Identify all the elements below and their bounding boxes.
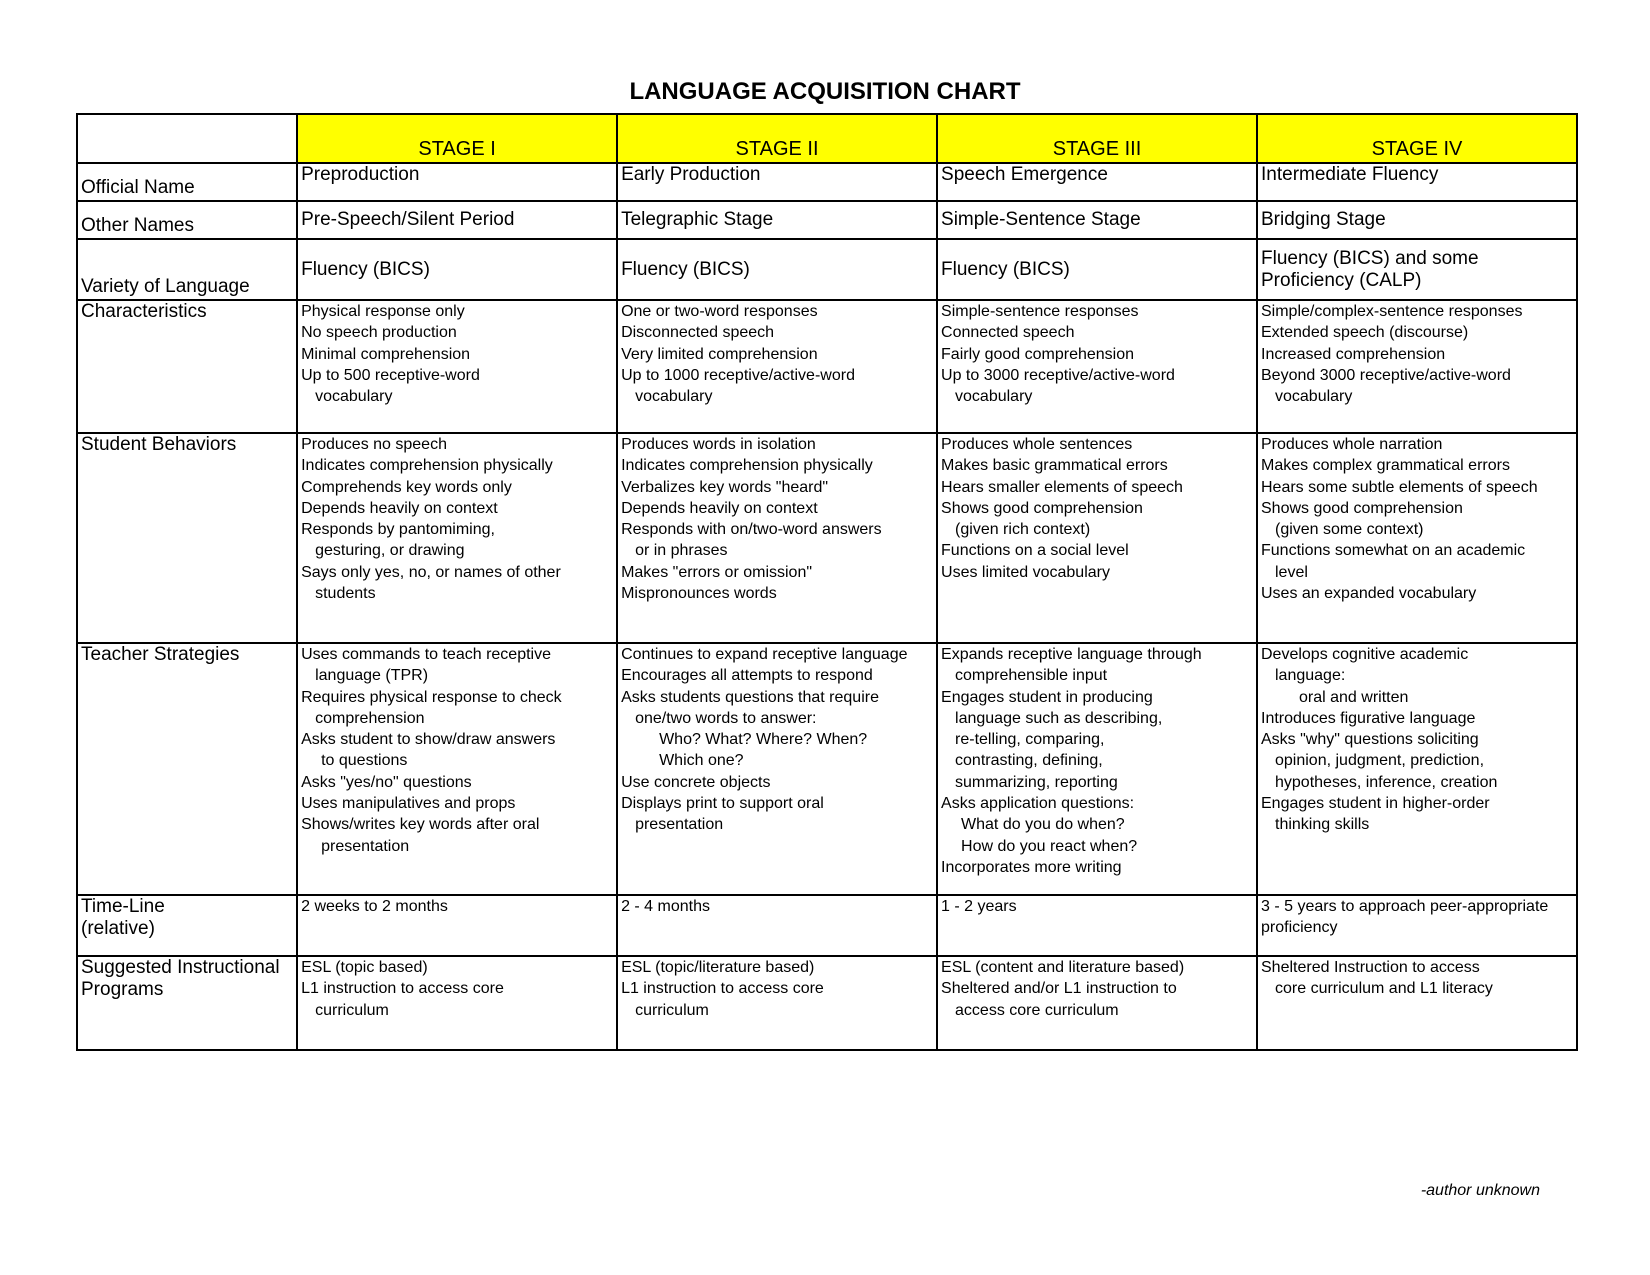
row-label-line: Time-Line <box>81 896 165 917</box>
cell-line: Produces whole narration <box>1261 436 1443 453</box>
official-name-cell: Intermediate Fluency <box>1257 163 1577 201</box>
strategies-cell <box>1257 643 1577 895</box>
cell-line: Asks student to show/draw answers <box>301 731 556 749</box>
cell-line: Uses an expanded vocabulary <box>1261 585 1477 603</box>
page-title: LANGUAGE ACQUISITION CHART <box>629 78 1021 105</box>
behaviors-cell <box>297 433 617 643</box>
cell-line: Who? What? Where? When? <box>659 731 868 749</box>
cell-line: Depends heavily on context <box>621 499 818 517</box>
cell-line: thinking skills <box>1275 816 1370 834</box>
variety-line: Fluency (BICS) <box>621 258 750 280</box>
programs-cell <box>297 956 617 1050</box>
cell-line: Comprehends key words only <box>301 478 512 496</box>
cell-line: 2 - 4 months <box>621 898 710 915</box>
cell-line: Incorporates more writing <box>941 858 1122 876</box>
cell-line: presentation <box>321 837 410 855</box>
characteristics-cell <box>617 300 937 433</box>
cell-line: Continues to expand receptive language <box>621 646 908 663</box>
cell-line: proficiency <box>1261 919 1338 937</box>
other-names-cell: Simple-Sentence Stage <box>937 201 1257 239</box>
cell-line: 2 weeks to 2 months <box>301 898 448 915</box>
timeline-cell <box>297 895 617 956</box>
cell-line: opinion, judgment, prediction, <box>1275 752 1485 770</box>
cell-line: Connected speech <box>941 324 1075 342</box>
cell-line: ESL (topic based) <box>301 959 428 976</box>
cell-line: Fairly good comprehension <box>941 345 1135 363</box>
cell-line: Increased comprehension <box>1261 345 1446 363</box>
behaviors-cell <box>937 433 1257 643</box>
row-label-strategies: Teacher Strategies <box>77 643 297 895</box>
variety-cell <box>1257 239 1577 300</box>
cell-line: gesturing, or drawing <box>315 542 465 560</box>
cell-line: Functions somewhat on an academic <box>1261 542 1526 560</box>
row-label-other-names: Other Names <box>77 201 297 239</box>
cell-line: Asks students questions that require <box>621 688 879 706</box>
cell-line: Sheltered Instruction to access <box>1261 959 1480 976</box>
cell-line: comprehensible input <box>955 667 1108 685</box>
cell-line: Indicates comprehension physically <box>621 457 873 475</box>
cell-line: presentation <box>635 816 724 834</box>
programs-row <box>77 956 1577 1050</box>
cell-line: students <box>315 585 376 603</box>
official-name-cell: Early Production <box>617 163 937 201</box>
cell-line: Disconnected speech <box>621 324 775 342</box>
strategies-row <box>77 643 1577 895</box>
cell-line: Verbalizes key words "heard" <box>621 478 829 496</box>
cell-line: Engages student in higher-order <box>1261 795 1490 813</box>
official-name-cell: Speech Emergence <box>937 163 1257 201</box>
variety-cell <box>297 239 617 300</box>
timeline-cell <box>1257 895 1577 956</box>
cell-line: Expands receptive language through <box>941 646 1202 663</box>
timeline-cell <box>937 895 1257 956</box>
header-row <box>77 114 1577 163</box>
cell-line: Extended speech (discourse) <box>1261 324 1469 342</box>
row-label-programs <box>77 956 297 1050</box>
variety-row <box>77 239 1577 300</box>
behaviors-cell <box>617 433 937 643</box>
strategies-cell <box>617 643 937 895</box>
row-label-variety: Variety of Language <box>77 239 297 300</box>
variety-line: Fluency (BICS) <box>301 258 430 280</box>
cell-line: Asks "why" questions soliciting <box>1261 731 1479 749</box>
strategies-cell <box>937 643 1257 895</box>
cell-line: What do you do when? <box>961 816 1125 834</box>
stage-header-1: STAGE I <box>297 114 617 163</box>
cell-line: to questions <box>321 752 408 770</box>
behaviors-cell <box>1257 433 1577 643</box>
cell-line: Physical response only <box>301 303 465 320</box>
cell-line: core curriculum and L1 literacy <box>1275 980 1493 998</box>
cell-line: Uses commands to teach receptive <box>301 646 551 663</box>
cell-line: (given rich context) <box>955 521 1091 539</box>
row-label-line: (relative) <box>81 918 155 939</box>
cell-line: Which one? <box>659 752 744 770</box>
cell-line: vocabulary <box>955 388 1033 406</box>
variety-line: Fluency (BICS) <box>941 258 1070 280</box>
cell-line: vocabulary <box>1275 388 1353 406</box>
cell-line: Develops cognitive academic <box>1261 646 1469 663</box>
cell-line: Produces whole sentences <box>941 436 1133 453</box>
cell-line: re-telling, comparing, <box>955 731 1105 749</box>
other-names-cell: Pre-Speech/Silent Period <box>297 201 617 239</box>
cell-line: vocabulary <box>315 388 393 406</box>
variety-cell <box>617 239 937 300</box>
characteristics-cell <box>297 300 617 433</box>
variety-line: Fluency (BICS) and some <box>1261 247 1479 269</box>
cell-line: 3 - 5 years to approach peer-appropriate <box>1261 898 1549 915</box>
cell-line: one/two words to answer: <box>635 709 817 727</box>
cell-line: Up to 3000 receptive/active-word <box>941 366 1175 384</box>
cell-line: vocabulary <box>635 388 713 406</box>
cell-line: Up to 1000 receptive/active-word <box>621 366 855 384</box>
variety-cell <box>937 239 1257 300</box>
cell-line: Uses manipulatives and props <box>301 795 516 813</box>
row-label-characteristics: Characteristics <box>77 300 297 433</box>
cell-line: language (TPR) <box>315 667 429 685</box>
cell-line: language such as describing, <box>955 709 1163 727</box>
cell-line: Produces no speech <box>301 436 447 453</box>
cell-line: Simple-sentence responses <box>941 303 1139 320</box>
programs-cell <box>617 956 937 1050</box>
characteristics-cell <box>1257 300 1577 433</box>
cell-line: Makes "errors or omission" <box>621 563 813 581</box>
other-names-cell: Bridging Stage <box>1257 201 1577 239</box>
cell-line: Makes complex grammatical errors <box>1261 457 1510 475</box>
cell-line: Says only yes, no, or names of other <box>301 563 561 581</box>
cell-line: How do you react when? <box>961 837 1138 855</box>
cell-line: Responds by pantomiming, <box>301 521 495 539</box>
cell-line: Functions on a social level <box>941 542 1129 560</box>
cell-line: Hears smaller elements of speech <box>941 478 1183 496</box>
cell-line: L1 instruction to access core <box>621 980 824 998</box>
behaviors-row <box>77 433 1577 643</box>
programs-cell <box>937 956 1257 1050</box>
cell-line: Sheltered and/or L1 instruction to <box>941 980 1177 998</box>
cell-line: Asks "yes/no" questions <box>301 773 472 791</box>
cell-line: Requires physical response to check <box>301 688 562 706</box>
programs-cell <box>1257 956 1577 1050</box>
cell-line: hypotheses, inference, creation <box>1275 773 1498 791</box>
other-names-cell: Telegraphic Stage <box>617 201 937 239</box>
cell-line: Very limited comprehension <box>621 345 818 363</box>
characteristics-cell <box>937 300 1257 433</box>
cell-line: Produces words in isolation <box>621 436 816 453</box>
row-label-line: Programs <box>81 979 164 1000</box>
cell-line: (given some context) <box>1275 521 1424 539</box>
cell-line: Shows good comprehension <box>941 499 1143 517</box>
cell-line: Beyond 3000 receptive/active-word <box>1261 366 1511 384</box>
cell-line: Uses limited vocabulary <box>941 563 1110 581</box>
official-name-cell: Preproduction <box>297 163 617 201</box>
official-name-row <box>77 163 1577 201</box>
cell-line: Displays print to support oral <box>621 795 824 813</box>
cell-line: summarizing, reporting <box>955 773 1118 791</box>
cell-line: Engages student in producing <box>941 688 1153 706</box>
cell-line: access core curriculum <box>955 1001 1119 1019</box>
timeline-cell <box>617 895 937 956</box>
row-label-timeline <box>77 895 297 956</box>
cell-line: curriculum <box>315 1001 389 1019</box>
cell-line: Hears some subtle elements of speech <box>1261 478 1538 496</box>
cell-line: Asks application questions: <box>941 795 1135 813</box>
cell-line: comprehension <box>315 709 425 727</box>
cell-line: Simple/complex-sentence responses <box>1261 303 1523 320</box>
acquisition-table <box>76 113 1578 1051</box>
stage-header-2: STAGE II <box>617 114 937 163</box>
cell-line: or in phrases <box>635 542 728 560</box>
cell-line: oral and written <box>1299 688 1409 706</box>
cell-line: curriculum <box>635 1001 709 1019</box>
cell-line: Encourages all attempts to respond <box>621 667 873 685</box>
cell-line: Use concrete objects <box>621 773 771 791</box>
cell-line: Minimal comprehension <box>301 345 471 363</box>
cell-line: level <box>1275 563 1308 581</box>
cell-line: ESL (topic/literature based) <box>621 959 815 976</box>
corner-cell <box>77 114 297 163</box>
cell-line: language: <box>1275 667 1346 685</box>
cell-line: contrasting, defining, <box>955 752 1103 770</box>
cell-line: Indicates comprehension physically <box>301 457 553 475</box>
variety-line: Proficiency (CALP) <box>1261 269 1422 291</box>
stage-header-3: STAGE III <box>937 114 1257 163</box>
stage-header-4: STAGE IV <box>1257 114 1577 163</box>
author-credit: -author unknown <box>1420 1182 1540 1199</box>
cell-line: Introduces figurative language <box>1261 709 1476 727</box>
cell-line: 1 - 2 years <box>941 898 1017 915</box>
cell-line: L1 instruction to access core <box>301 980 504 998</box>
cell-line: One or two-word responses <box>621 303 818 320</box>
cell-line: Depends heavily on context <box>301 499 498 517</box>
characteristics-row <box>77 300 1577 433</box>
row-label-line: Suggested Instructional <box>81 957 280 978</box>
cell-line: ESL (content and literature based) <box>941 959 1185 976</box>
timeline-row <box>77 895 1577 956</box>
cell-line: Mispronounces words <box>621 585 777 603</box>
cell-line: Responds with on/two-word answers <box>621 521 882 539</box>
row-label-official-name: Official Name <box>77 163 297 201</box>
row-label-behaviors: Student Behaviors <box>77 433 297 643</box>
cell-line: No speech production <box>301 324 457 342</box>
cell-line: Shows/writes key words after oral <box>301 816 540 834</box>
cell-line: Up to 500 receptive-word <box>301 366 480 384</box>
strategies-cell <box>297 643 617 895</box>
cell-line: Shows good comprehension <box>1261 499 1463 517</box>
cell-line: Makes basic grammatical errors <box>941 457 1168 475</box>
other-names-row <box>77 201 1577 239</box>
